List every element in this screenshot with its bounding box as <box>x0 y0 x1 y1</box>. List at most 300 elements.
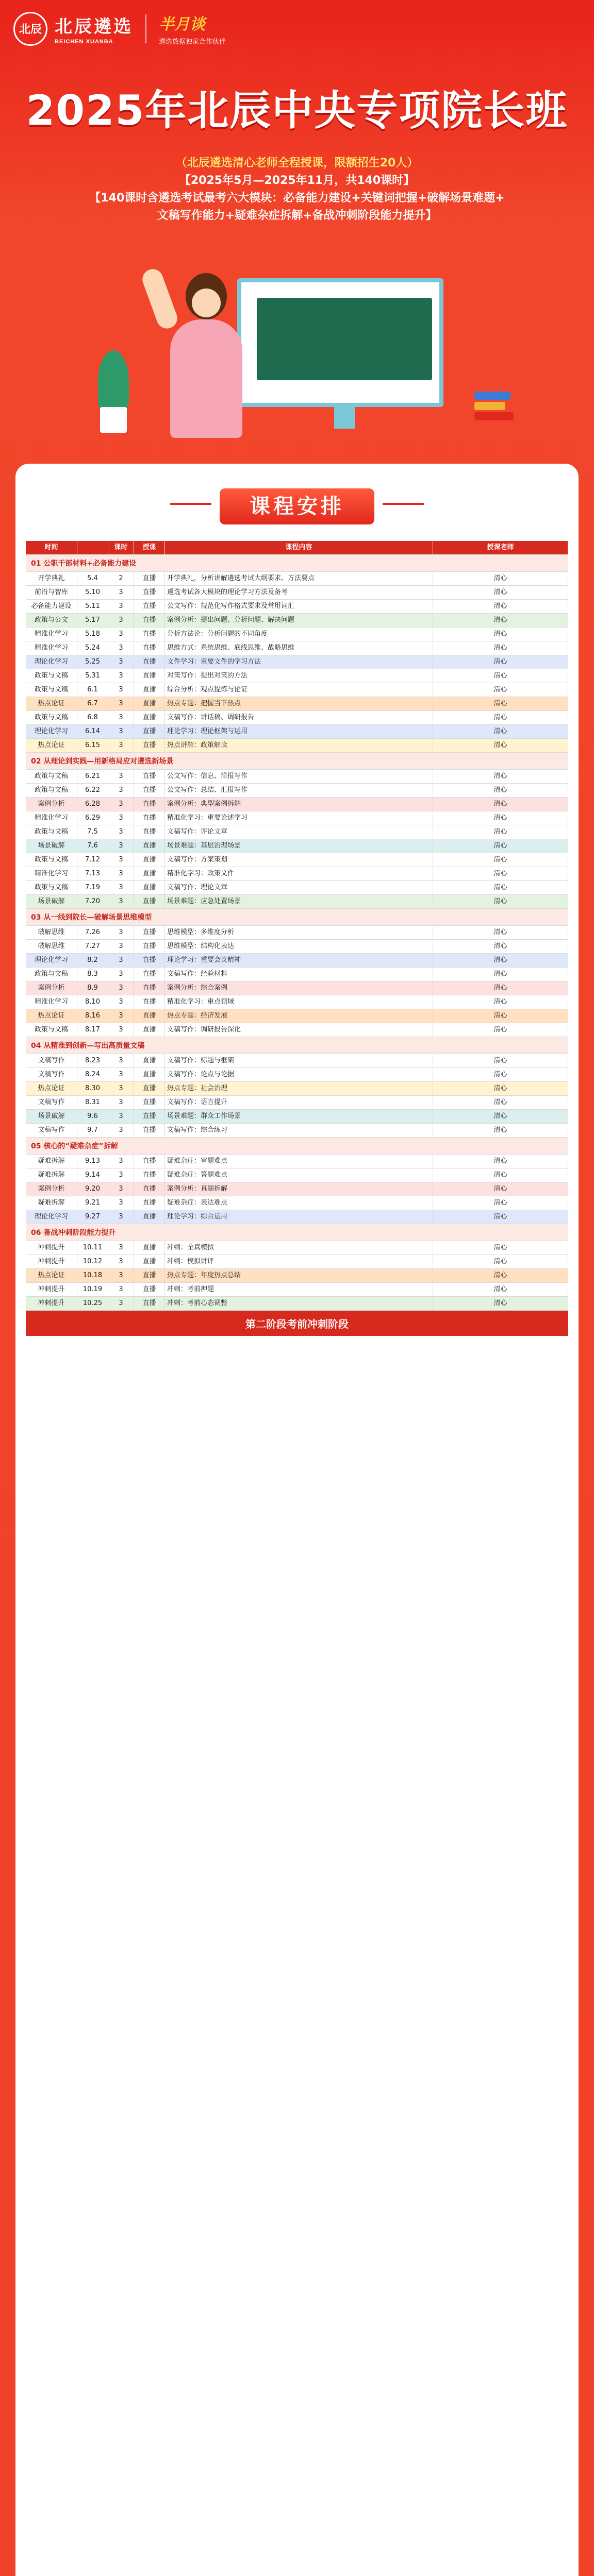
cell-mode: 直播 <box>134 1009 165 1023</box>
table-row <box>26 1283 568 1297</box>
cell-teacher: 清心 <box>433 940 568 953</box>
cell-teacher: 清心 <box>433 1297 568 1310</box>
cell-topic: 文稿写作 <box>26 1124 77 1137</box>
cell-content: 冲刺：考前心态调整 <box>165 1297 433 1310</box>
cell-mode: 直播 <box>134 1182 165 1196</box>
cell-mode: 直播 <box>134 600 165 613</box>
cell-date: 8.3 <box>77 968 108 981</box>
cell-content: 案例分析：综合案例 <box>165 981 433 995</box>
cell-hours: 3 <box>108 926 134 939</box>
cell-content: 精准化学习：政策文件 <box>165 867 433 880</box>
logo-mark-icon: 北辰 <box>13 12 47 46</box>
cell-teacher: 清心 <box>433 770 568 783</box>
cell-date: 5.31 <box>77 669 108 683</box>
table-row <box>26 811 568 825</box>
table-row <box>26 1023 568 1037</box>
cell-content: 精准化学习：重点领域 <box>165 995 433 1009</box>
cell-teacher: 清心 <box>433 1009 568 1023</box>
table-row <box>26 1168 568 1182</box>
cell-hours: 3 <box>108 614 134 627</box>
cell-hours: 3 <box>108 839 134 853</box>
section-header: 06 备战冲刺阶段能力提升 <box>26 1224 568 1241</box>
cell-date: 8.31 <box>77 1096 108 1109</box>
cell-hours: 3 <box>108 1009 134 1023</box>
cell-topic: 政策与文稿 <box>26 1023 77 1037</box>
cell-topic: 政策与文稿 <box>26 825 77 839</box>
cell-mode: 直播 <box>134 1124 165 1137</box>
info-line-2: 【2025年5月—2025年11月，共140课时】 <box>179 174 415 187</box>
cell-teacher: 清心 <box>433 1124 568 1137</box>
cell-topic: 场景破解 <box>26 839 77 853</box>
cell-mode: 直播 <box>134 811 165 825</box>
cell-topic: 精准化学习 <box>26 628 77 641</box>
cell-hours: 3 <box>108 1155 134 1168</box>
cell-content: 文稿写作：评论文章 <box>165 825 433 839</box>
cell-topic: 疑难拆解 <box>26 1196 77 1210</box>
cell-date: 6.14 <box>77 725 108 738</box>
cell-hours: 3 <box>108 697 134 710</box>
header <box>0 0 594 62</box>
cell-hours: 3 <box>108 739 134 752</box>
cell-content: 文稿写作：经验材料 <box>165 968 433 981</box>
table-row <box>26 895 568 909</box>
cell-content: 文稿写作：论点与论据 <box>165 1068 433 1081</box>
cell-topic: 必备能力建设 <box>26 600 77 613</box>
logo-en: BEICHEN XUANBA <box>55 39 113 45</box>
cell-teacher: 清心 <box>433 811 568 825</box>
cell-mode: 直播 <box>134 1155 165 1168</box>
cell-teacher: 清心 <box>433 784 568 797</box>
hero-illustration <box>82 247 516 443</box>
cell-teacher: 清心 <box>433 1155 568 1168</box>
cell-mode: 直播 <box>134 1168 165 1182</box>
cell-content: 案例分析：提出问题、分析问题、解决问题 <box>165 614 433 627</box>
schedule-table <box>26 541 568 1336</box>
cell-hours: 3 <box>108 1082 134 1095</box>
plant-icon <box>93 350 134 433</box>
table-row <box>26 1182 568 1196</box>
cell-mode: 直播 <box>134 1082 165 1095</box>
cell-teacher: 清心 <box>433 825 568 839</box>
cell-topic: 破解思维 <box>26 926 77 939</box>
cell-hours: 3 <box>108 940 134 953</box>
partner-name: 半月谈 <box>159 15 205 33</box>
cell-topic: 理论化学习 <box>26 954 77 967</box>
cell-hours: 3 <box>108 811 134 825</box>
cell-teacher: 清心 <box>433 881 568 894</box>
cell-hours: 3 <box>108 725 134 738</box>
cell-topic: 政策与文稿 <box>26 881 77 894</box>
cell-date: 10.25 <box>77 1297 108 1310</box>
cell-hours: 3 <box>108 655 134 669</box>
cell-date: 10.11 <box>77 1241 108 1255</box>
table-row <box>26 1009 568 1023</box>
table-row <box>26 697 568 711</box>
table-row <box>26 572 568 586</box>
cell-mode: 直播 <box>134 1241 165 1255</box>
cell-hours: 3 <box>108 600 134 613</box>
brand-logo[interactable] <box>13 11 226 46</box>
cell-content: 理论学习：综合运用 <box>165 1210 433 1224</box>
cell-mode: 直播 <box>134 1269 165 1282</box>
cell-date: 10.18 <box>77 1269 108 1282</box>
info-line-1: （北辰遴选清心老师全程授课，限额招生20人） <box>175 157 419 170</box>
cell-mode: 直播 <box>134 1068 165 1081</box>
cell-topic: 冲刺提升 <box>26 1255 77 1268</box>
cell-date: 6.29 <box>77 811 108 825</box>
cell-content: 理论学习：重要会议精神 <box>165 954 433 967</box>
cell-hours: 3 <box>108 853 134 867</box>
cell-content: 场景难题：基层治理场景 <box>165 839 433 853</box>
cell-mode: 直播 <box>134 655 165 669</box>
cell-topic: 政策与文稿 <box>26 711 77 724</box>
cell-topic: 热点论证 <box>26 697 77 710</box>
cell-hours: 3 <box>108 711 134 724</box>
table-row <box>26 784 568 798</box>
table-row <box>26 1068 568 1082</box>
table-row <box>26 1269 568 1283</box>
cell-date: 8.2 <box>77 954 108 967</box>
cell-hours: 3 <box>108 1068 134 1081</box>
info-line-4: 文稿写作能力+疑难杂症拆解+备战冲刺阶段能力提升】 <box>157 209 437 222</box>
table-row <box>26 739 568 753</box>
table-row <box>26 614 568 628</box>
table-row <box>26 1210 568 1224</box>
cell-date: 6.22 <box>77 784 108 797</box>
cell-date: 7.13 <box>77 867 108 880</box>
table-row <box>26 1110 568 1124</box>
cell-hours: 3 <box>108 669 134 683</box>
cell-mode: 直播 <box>134 1255 165 1268</box>
cell-hours: 3 <box>108 1182 134 1196</box>
cell-topic: 案例分析 <box>26 981 77 995</box>
cell-hours: 3 <box>108 995 134 1009</box>
cell-mode: 直播 <box>134 1096 165 1109</box>
cell-date: 8.30 <box>77 1082 108 1095</box>
cell-mode: 直播 <box>134 839 165 853</box>
cell-topic: 文稿写作 <box>26 1054 77 1067</box>
course-info <box>0 155 594 225</box>
cell-content: 分析方法论：分析问题的不同角度 <box>165 628 433 641</box>
cell-teacher: 清心 <box>433 1096 568 1109</box>
cell-mode: 直播 <box>134 725 165 738</box>
cell-teacher: 清心 <box>433 669 568 683</box>
section-header: 05 核心的“疑难杂症”拆解 <box>26 1138 568 1155</box>
table-row <box>26 641 568 655</box>
cell-topic: 理论化学习 <box>26 725 77 738</box>
cell-hours: 3 <box>108 968 134 981</box>
cell-mode: 直播 <box>134 739 165 752</box>
cell-teacher: 清心 <box>433 600 568 613</box>
table-row <box>26 1196 568 1210</box>
cell-topic: 文稿写作 <box>26 1068 77 1081</box>
cell-mode: 直播 <box>134 1054 165 1067</box>
cell-mode: 直播 <box>134 954 165 967</box>
cell-content: 公文写作：总结、汇报写作 <box>165 784 433 797</box>
table-row <box>26 940 568 954</box>
cell-teacher: 清心 <box>433 981 568 995</box>
logo-cn: 北辰遴选 <box>55 16 133 37</box>
cell-teacher: 清心 <box>433 1210 568 1224</box>
cell-topic: 开学典礼 <box>26 572 77 585</box>
cell-topic: 案例分析 <box>26 1182 77 1196</box>
cell-topic: 政策与文稿 <box>26 784 77 797</box>
cell-mode: 直播 <box>134 614 165 627</box>
cell-topic: 政策与文稿 <box>26 853 77 867</box>
cell-content: 思维模型：结构化表达 <box>165 940 433 953</box>
table-row <box>26 995 568 1009</box>
cell-mode: 直播 <box>134 798 165 811</box>
table-row <box>26 825 568 839</box>
cell-hours: 3 <box>108 825 134 839</box>
cell-date: 8.10 <box>77 995 108 1009</box>
cell-hours: 3 <box>108 1054 134 1067</box>
cell-mode: 直播 <box>134 881 165 894</box>
table-row <box>26 867 568 881</box>
cell-topic: 破解思维 <box>26 940 77 953</box>
cell-mode: 直播 <box>134 711 165 724</box>
section-header: 02 从理论到实践—用新格局应对遴选新场景 <box>26 753 568 770</box>
cell-teacher: 清心 <box>433 895 568 908</box>
table-row <box>26 968 568 981</box>
cell-date: 7.5 <box>77 825 108 839</box>
cell-mode: 直播 <box>134 995 165 1009</box>
cell-teacher: 清心 <box>433 1068 568 1081</box>
cell-date: 9.6 <box>77 1110 108 1123</box>
cell-content: 开学典礼，分析讲解遴选考试大纲要求、方法要点 <box>165 572 433 585</box>
cell-hours: 3 <box>108 784 134 797</box>
cell-teacher: 清心 <box>433 926 568 939</box>
table-row <box>26 770 568 784</box>
table-row <box>26 1297 568 1311</box>
cell-content: 场景难题：应急处置场景 <box>165 895 433 908</box>
cell-topic: 冲刺提升 <box>26 1241 77 1255</box>
cell-content: 案例分析：真题拆解 <box>165 1182 433 1196</box>
stage2-banner: 第二阶段考前冲刺阶段 <box>26 1311 568 1336</box>
cell-mode: 直播 <box>134 968 165 981</box>
table-row <box>26 881 568 895</box>
cell-content: 理论学习：理论框架与运用 <box>165 725 433 738</box>
cell-topic: 疑难拆解 <box>26 1155 77 1168</box>
cell-topic: 场景破解 <box>26 1110 77 1123</box>
schedule-title: 课程安排 <box>220 488 374 524</box>
info-line-3: 【140课时含遴选考试最考六大模块：必备能力建设+关键词把握+破解场景难题+ <box>89 192 505 205</box>
cell-mode: 直播 <box>134 1283 165 1296</box>
cell-date: 10.19 <box>77 1283 108 1296</box>
cell-teacher: 清心 <box>433 572 568 585</box>
cell-topic: 政策与文稿 <box>26 669 77 683</box>
cell-content: 文件学习：重要文件的学习方法 <box>165 655 433 669</box>
cell-date: 8.23 <box>77 1054 108 1067</box>
table-row <box>26 600 568 614</box>
cell-teacher: 清心 <box>433 697 568 710</box>
cell-mode: 直播 <box>134 853 165 867</box>
cell-hours: 3 <box>108 867 134 880</box>
cell-topic: 精准化学习 <box>26 811 77 825</box>
th-date <box>77 541 108 554</box>
cell-topic: 场景破解 <box>26 895 77 908</box>
cell-date: 10.12 <box>77 1255 108 1268</box>
table-row <box>26 1155 568 1168</box>
blackboard-icon <box>237 278 443 407</box>
cell-topic: 前沿与智库 <box>26 586 77 599</box>
table-row <box>26 1124 568 1138</box>
cell-mode: 直播 <box>134 697 165 710</box>
section-header: 04 从精准到创新—写出高质量文稿 <box>26 1037 568 1054</box>
cell-content: 疑难杂症：表达难点 <box>165 1196 433 1210</box>
cell-teacher: 清心 <box>433 1196 568 1210</box>
cell-teacher: 清心 <box>433 1241 568 1255</box>
cell-teacher: 清心 <box>433 711 568 724</box>
cell-date: 5.4 <box>77 572 108 585</box>
cell-content: 文稿写作：标题与框架 <box>165 1054 433 1067</box>
cell-hours: 3 <box>108 1297 134 1310</box>
cell-content: 场景难题：群众工作场景 <box>165 1110 433 1123</box>
cell-date: 8.9 <box>77 981 108 995</box>
schedule-card <box>15 464 579 2576</box>
table-row <box>26 1096 568 1110</box>
cell-topic: 政策与文稿 <box>26 968 77 981</box>
cell-mode: 直播 <box>134 628 165 641</box>
cell-teacher: 清心 <box>433 725 568 738</box>
cell-mode: 直播 <box>134 981 165 995</box>
logo-divider <box>145 14 146 43</box>
cell-mode: 直播 <box>134 825 165 839</box>
cell-teacher: 清心 <box>433 586 568 599</box>
cell-hours: 3 <box>108 628 134 641</box>
cell-teacher: 清心 <box>433 1255 568 1268</box>
cell-date: 7.26 <box>77 926 108 939</box>
cell-teacher: 清心 <box>433 655 568 669</box>
cell-teacher: 清心 <box>433 641 568 655</box>
cell-topic: 案例分析 <box>26 798 77 811</box>
cell-teacher: 清心 <box>433 853 568 867</box>
th-hours: 课时 <box>108 541 134 554</box>
cell-hours: 2 <box>108 572 134 585</box>
table-row <box>26 1054 568 1068</box>
cell-mode: 直播 <box>134 1110 165 1123</box>
cell-content: 遴选考试各大模块的理论学习方法及备考 <box>165 586 433 599</box>
cell-content: 思维模型：多维度分析 <box>165 926 433 939</box>
table-row <box>26 798 568 811</box>
table-row <box>26 1241 568 1255</box>
cell-topic: 理论化学习 <box>26 655 77 669</box>
cell-content: 文稿写作：综合练习 <box>165 1124 433 1137</box>
cell-teacher: 清心 <box>433 839 568 853</box>
partner-sub: 遴选数据独家合作伙伴 <box>159 38 226 46</box>
cell-content: 对策写作：提出对策的方法 <box>165 669 433 683</box>
books-icon <box>474 392 516 433</box>
cell-hours: 3 <box>108 1168 134 1182</box>
cell-hours: 3 <box>108 1210 134 1224</box>
cell-date: 9.21 <box>77 1196 108 1210</box>
cell-content: 文稿写作：语言提升 <box>165 1096 433 1109</box>
cell-content: 冲刺：模拟讲评 <box>165 1255 433 1268</box>
cell-content: 文稿写作：方案策划 <box>165 853 433 867</box>
cell-teacher: 清心 <box>433 1269 568 1282</box>
cell-teacher: 清心 <box>433 1110 568 1123</box>
table-row <box>26 954 568 968</box>
cell-content: 疑难杂症：答题难点 <box>165 1168 433 1182</box>
cell-date: 8.17 <box>77 1023 108 1037</box>
table-row <box>26 1255 568 1269</box>
cell-mode: 直播 <box>134 1210 165 1224</box>
cell-teacher: 清心 <box>433 1168 568 1182</box>
cell-date: 6.15 <box>77 739 108 752</box>
cell-topic: 精准化学习 <box>26 995 77 1009</box>
th-content: 课程内容 <box>165 541 433 554</box>
cell-teacher: 清心 <box>433 995 568 1009</box>
cell-date: 8.24 <box>77 1068 108 1081</box>
cell-hours: 3 <box>108 1255 134 1268</box>
table-row <box>26 655 568 669</box>
cell-content: 综合分析：观点提炼与论证 <box>165 683 433 697</box>
cell-date: 6.1 <box>77 683 108 697</box>
cell-mode: 直播 <box>134 926 165 939</box>
cell-date: 6.7 <box>77 697 108 710</box>
cell-hours: 3 <box>108 1241 134 1255</box>
cell-date: 7.27 <box>77 940 108 953</box>
cell-teacher: 清心 <box>433 1023 568 1037</box>
table-row <box>26 586 568 600</box>
cell-topic: 精准化学习 <box>26 641 77 655</box>
table-row <box>26 839 568 853</box>
cell-mode: 直播 <box>134 1196 165 1210</box>
table-row <box>26 926 568 940</box>
cell-date: 5.17 <box>77 614 108 627</box>
cell-topic: 热点论证 <box>26 1082 77 1095</box>
cell-topic: 政策与文稿 <box>26 683 77 697</box>
table-row <box>26 669 568 683</box>
cell-hours: 3 <box>108 798 134 811</box>
cell-date: 5.18 <box>77 628 108 641</box>
cell-mode: 直播 <box>134 1023 165 1037</box>
cell-date: 8.16 <box>77 1009 108 1023</box>
cell-hours: 3 <box>108 954 134 967</box>
cell-teacher: 清心 <box>433 1182 568 1196</box>
cell-date: 7.19 <box>77 881 108 894</box>
cell-topic: 理论化学习 <box>26 1210 77 1224</box>
cell-hours: 3 <box>108 1283 134 1296</box>
cell-hours: 3 <box>108 683 134 697</box>
cell-hours: 3 <box>108 1269 134 1282</box>
cell-date: 9.20 <box>77 1182 108 1196</box>
cell-content: 冲刺：全真模拟 <box>165 1241 433 1255</box>
cell-date: 7.6 <box>77 839 108 853</box>
cell-date: 5.24 <box>77 641 108 655</box>
cell-hours: 3 <box>108 770 134 783</box>
cell-mode: 直播 <box>134 940 165 953</box>
cell-date: 9.14 <box>77 1168 108 1182</box>
cell-teacher: 清心 <box>433 867 568 880</box>
title-deco-right <box>383 503 424 505</box>
teacher-figure-icon <box>155 268 258 438</box>
cell-hours: 3 <box>108 641 134 655</box>
cell-content: 公文写作：规范化写作格式要求及常用词汇 <box>165 600 433 613</box>
cell-content: 热点专题：社会治理 <box>165 1082 433 1095</box>
cell-content: 热点专题：把握当下热点 <box>165 697 433 710</box>
cell-mode: 直播 <box>134 683 165 697</box>
cell-date: 5.10 <box>77 586 108 599</box>
cell-date: 7.20 <box>77 895 108 908</box>
cell-hours: 3 <box>108 1124 134 1137</box>
cell-teacher: 清心 <box>433 683 568 697</box>
cell-mode: 直播 <box>134 867 165 880</box>
cell-content: 文稿写作：调研报告深化 <box>165 1023 433 1037</box>
cell-date: 9.27 <box>77 1210 108 1224</box>
th-teach: 授课 <box>134 541 165 554</box>
cell-content: 冲刺：考前押题 <box>165 1283 433 1296</box>
